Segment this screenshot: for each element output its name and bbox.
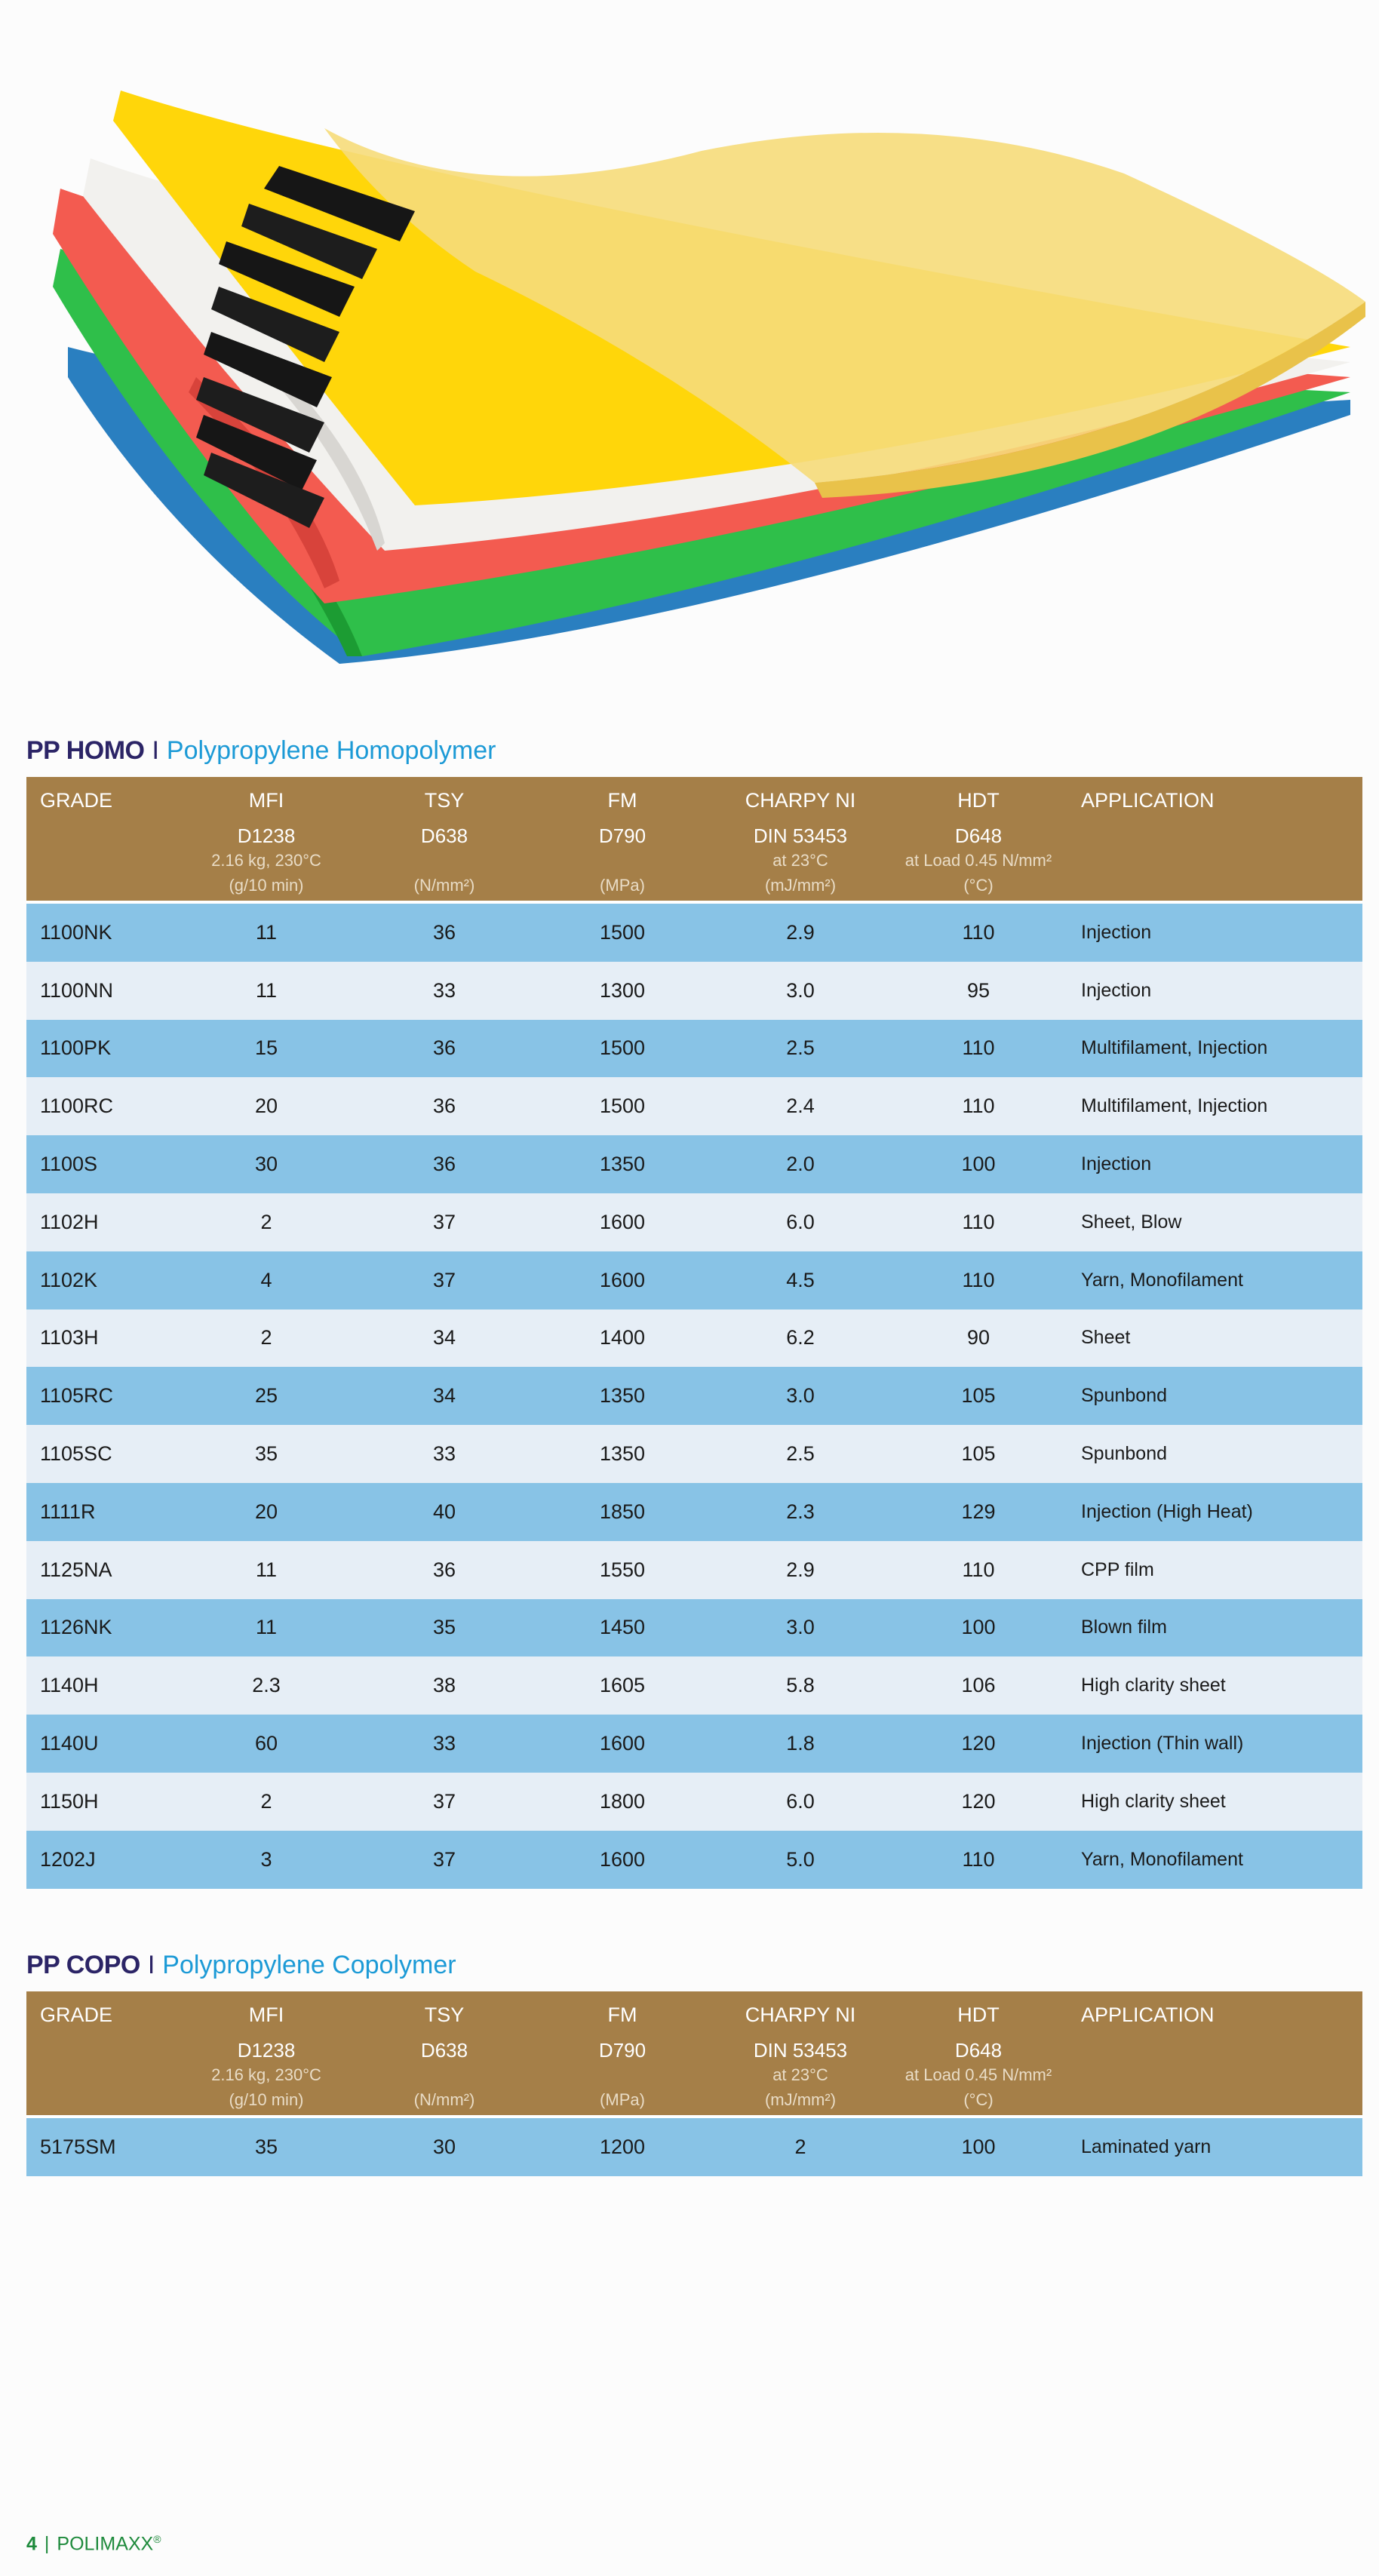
cell-grade: 1202J — [26, 1831, 177, 1889]
cell-fm: 1600 — [533, 1193, 711, 1251]
col-mfi: MFI D1238 2.16 kg, 230°C (g/10 min) — [177, 777, 355, 902]
col-mfi: MFI D1238 2.16 kg, 230°C (g/10 min) — [177, 1991, 355, 2117]
cell-application: Blown film — [1067, 1599, 1362, 1657]
hero-image — [23, 60, 1365, 679]
col-tsy: TSY D638 (N/mm²) — [355, 1991, 533, 2117]
cell-grade: 1125NA — [26, 1541, 177, 1599]
brand-name: POLIMAXX — [57, 2533, 154, 2555]
cell-mfi: 3 — [177, 1831, 355, 1889]
cell-grade: 1100NN — [26, 962, 177, 1020]
cell-tsy: 37 — [355, 1251, 533, 1309]
cell-tsy: 37 — [355, 1773, 533, 1831]
cell-fm: 1800 — [533, 1773, 711, 1831]
col-tsy: TSY D638 (N/mm²) — [355, 777, 533, 902]
cell-hdt: 95 — [889, 962, 1067, 1020]
cell-mfi: 4 — [177, 1251, 355, 1309]
cell-hdt: 90 — [889, 1309, 1067, 1368]
cell-grade: 1100PK — [26, 1020, 177, 1078]
cell-tsy: 36 — [355, 1020, 533, 1078]
cell-tsy: 34 — [355, 1367, 533, 1425]
homo-code: PP HOMO — [26, 736, 145, 765]
col-charpy: CHARPY NI DIN 53453 at 23°C (mJ/mm²) — [711, 1991, 889, 2117]
copo-table-body — [26, 2117, 1362, 2176]
cell-tsy: 33 — [355, 1425, 533, 1483]
cell-mfi: 30 — [177, 1135, 355, 1193]
cell-hdt: 110 — [889, 1541, 1067, 1599]
cell-grade: 1100S — [26, 1135, 177, 1193]
cell-charpy: 2 — [711, 2117, 889, 2176]
table-row — [26, 1193, 1362, 1251]
table-row — [26, 1425, 1362, 1483]
cell-grade: 1150H — [26, 1773, 177, 1831]
cell-application: Yarn, Monofilament — [1067, 1831, 1362, 1889]
cell-mfi: 2 — [177, 1193, 355, 1251]
cell-mfi: 11 — [177, 902, 355, 962]
cell-grade: 1100NK — [26, 902, 177, 962]
cell-fm: 1600 — [533, 1715, 711, 1773]
copo-table — [26, 1991, 1362, 2176]
cell-tsy: 35 — [355, 1599, 533, 1657]
cell-tsy: 36 — [355, 1135, 533, 1193]
cell-fm: 1400 — [533, 1309, 711, 1368]
cell-mfi: 15 — [177, 1020, 355, 1078]
cell-tsy: 37 — [355, 1193, 533, 1251]
cell-tsy: 30 — [355, 2117, 533, 2176]
cell-application: Injection (High Heat) — [1067, 1483, 1362, 1541]
cell-charpy: 3.0 — [711, 1599, 889, 1657]
cell-mfi: 2.3 — [177, 1656, 355, 1715]
cell-mfi: 35 — [177, 1425, 355, 1483]
cell-fm: 1600 — [533, 1251, 711, 1309]
cell-tsy: 33 — [355, 962, 533, 1020]
cell-grade: 1105SC — [26, 1425, 177, 1483]
cell-fm: 1600 — [533, 1831, 711, 1889]
cell-hdt: 110 — [889, 1193, 1067, 1251]
cell-charpy: 1.8 — [711, 1715, 889, 1773]
table-row — [26, 1020, 1362, 1078]
cell-charpy: 2.5 — [711, 1020, 889, 1078]
cell-application: Laminated yarn — [1067, 2117, 1362, 2176]
registered-mark: ® — [153, 2533, 161, 2545]
cell-grade: 1140U — [26, 1715, 177, 1773]
cell-grade: 1103H — [26, 1309, 177, 1368]
table-row — [26, 1599, 1362, 1657]
cell-charpy: 2.0 — [711, 1135, 889, 1193]
cell-mfi: 20 — [177, 1483, 355, 1541]
col-application: APPLICATION — [1067, 1991, 1362, 2117]
cell-fm: 1500 — [533, 1020, 711, 1078]
cell-application: Multifilament, Injection — [1067, 1020, 1362, 1078]
cell-tsy: 33 — [355, 1715, 533, 1773]
copo-table-header — [26, 1991, 1362, 2117]
cell-mfi: 11 — [177, 1541, 355, 1599]
cell-mfi: 2 — [177, 1309, 355, 1368]
cell-tsy: 34 — [355, 1309, 533, 1368]
cell-tsy: 40 — [355, 1483, 533, 1541]
cell-hdt: 100 — [889, 2117, 1067, 2176]
cell-charpy: 6.0 — [711, 1193, 889, 1251]
cell-tsy: 37 — [355, 1831, 533, 1889]
homo-name: Polypropylene Homopolymer — [166, 736, 496, 765]
cell-tsy: 38 — [355, 1656, 533, 1715]
table-row — [26, 2117, 1362, 2176]
homo-table-header — [26, 777, 1362, 902]
cell-charpy: 2.9 — [711, 902, 889, 962]
cell-hdt: 110 — [889, 1251, 1067, 1309]
cell-hdt: 100 — [889, 1599, 1067, 1657]
page-footer — [26, 2533, 161, 2555]
cell-mfi: 11 — [177, 962, 355, 1020]
footer-separator: | — [44, 2533, 50, 2555]
cell-application: Injection — [1067, 962, 1362, 1020]
copo-section-title — [26, 1951, 456, 1980]
cell-charpy: 2.5 — [711, 1425, 889, 1483]
cell-hdt: 120 — [889, 1773, 1067, 1831]
cell-fm: 1350 — [533, 1425, 711, 1483]
table-row — [26, 1656, 1362, 1715]
cell-charpy: 3.0 — [711, 962, 889, 1020]
cell-grade: 1140H — [26, 1656, 177, 1715]
cell-charpy: 3.0 — [711, 1367, 889, 1425]
table-row — [26, 1483, 1362, 1541]
cell-charpy: 5.0 — [711, 1831, 889, 1889]
cell-application: Spunbond — [1067, 1367, 1362, 1425]
homo-separator: I — [152, 736, 159, 765]
col-hdt: HDT D648 at Load 0.45 N/mm² (°C) — [889, 1991, 1067, 2117]
cell-application: Injection — [1067, 1135, 1362, 1193]
homo-section-title — [26, 736, 496, 766]
cell-mfi: 20 — [177, 1077, 355, 1135]
table-row — [26, 902, 1362, 962]
cell-grade: 1111R — [26, 1483, 177, 1541]
homo-table-body — [26, 902, 1362, 1889]
table-row — [26, 1773, 1362, 1831]
cell-grade: 1105RC — [26, 1367, 177, 1425]
cell-charpy: 6.2 — [711, 1309, 889, 1368]
cell-fm: 1500 — [533, 1077, 711, 1135]
col-charpy: CHARPY NI DIN 53453 at 23°C (mJ/mm²) — [711, 777, 889, 902]
homo-table — [26, 777, 1362, 1889]
cell-hdt: 105 — [889, 1367, 1067, 1425]
col-fm: FM D790 (MPa) — [533, 1991, 711, 2117]
cell-hdt: 110 — [889, 902, 1067, 962]
cell-mfi: 2 — [177, 1773, 355, 1831]
cell-application: Spunbond — [1067, 1425, 1362, 1483]
cell-hdt: 120 — [889, 1715, 1067, 1773]
table-row — [26, 1251, 1362, 1309]
cell-tsy: 36 — [355, 1541, 533, 1599]
cell-charpy: 2.9 — [711, 1541, 889, 1599]
col-grade: GRADE — [26, 1991, 177, 2117]
cell-fm: 1450 — [533, 1599, 711, 1657]
cell-grade: 1102H — [26, 1193, 177, 1251]
cell-fm: 1350 — [533, 1367, 711, 1425]
cell-hdt: 110 — [889, 1077, 1067, 1135]
cell-application: High clarity sheet — [1067, 1773, 1362, 1831]
cell-mfi: 11 — [177, 1599, 355, 1657]
page-number: 4 — [26, 2533, 37, 2555]
copo-separator: I — [147, 1951, 155, 1979]
copo-code: PP COPO — [26, 1951, 140, 1979]
cell-mfi: 60 — [177, 1715, 355, 1773]
cell-grade: 1102K — [26, 1251, 177, 1309]
cell-application: High clarity sheet — [1067, 1656, 1362, 1715]
cell-hdt: 110 — [889, 1020, 1067, 1078]
table-row — [26, 1077, 1362, 1135]
col-fm: FM D790 (MPa) — [533, 777, 711, 902]
cell-application: CPP film — [1067, 1541, 1362, 1599]
cell-application: Multifilament, Injection — [1067, 1077, 1362, 1135]
cell-hdt: 110 — [889, 1831, 1067, 1889]
cell-charpy: 2.4 — [711, 1077, 889, 1135]
cell-application: Yarn, Monofilament — [1067, 1251, 1362, 1309]
cell-application: Sheet — [1067, 1309, 1362, 1368]
table-row — [26, 1715, 1362, 1773]
table-row — [26, 1541, 1362, 1599]
table-row — [26, 1367, 1362, 1425]
cell-fm: 1350 — [533, 1135, 711, 1193]
cell-fm: 1200 — [533, 2117, 711, 2176]
col-grade: GRADE — [26, 777, 177, 902]
table-row — [26, 962, 1362, 1020]
cell-charpy: 2.3 — [711, 1483, 889, 1541]
cell-application: Sheet, Blow — [1067, 1193, 1362, 1251]
cell-hdt: 100 — [889, 1135, 1067, 1193]
cell-fm: 1850 — [533, 1483, 711, 1541]
cell-charpy: 6.0 — [711, 1773, 889, 1831]
cell-fm: 1605 — [533, 1656, 711, 1715]
cell-charpy: 4.5 — [711, 1251, 889, 1309]
cell-tsy: 36 — [355, 1077, 533, 1135]
cell-grade: 1126NK — [26, 1599, 177, 1657]
copo-name: Polypropylene Copolymer — [162, 1951, 456, 1979]
cell-hdt: 129 — [889, 1483, 1067, 1541]
cell-mfi: 35 — [177, 2117, 355, 2176]
cell-hdt: 106 — [889, 1656, 1067, 1715]
cell-grade: 5175SM — [26, 2117, 177, 2176]
cell-application: Injection — [1067, 902, 1362, 962]
cell-fm: 1300 — [533, 962, 711, 1020]
cell-tsy: 36 — [355, 902, 533, 962]
cell-application: Injection (Thin wall) — [1067, 1715, 1362, 1773]
cell-grade: 1100RC — [26, 1077, 177, 1135]
col-hdt: HDT D648 at Load 0.45 N/mm² (°C) — [889, 777, 1067, 902]
table-row — [26, 1831, 1362, 1889]
cell-fm: 1500 — [533, 902, 711, 962]
cell-charpy: 5.8 — [711, 1656, 889, 1715]
cell-hdt: 105 — [889, 1425, 1067, 1483]
table-row — [26, 1309, 1362, 1368]
cell-fm: 1550 — [533, 1541, 711, 1599]
cell-mfi: 25 — [177, 1367, 355, 1425]
col-application: APPLICATION — [1067, 777, 1362, 902]
table-row — [26, 1135, 1362, 1193]
